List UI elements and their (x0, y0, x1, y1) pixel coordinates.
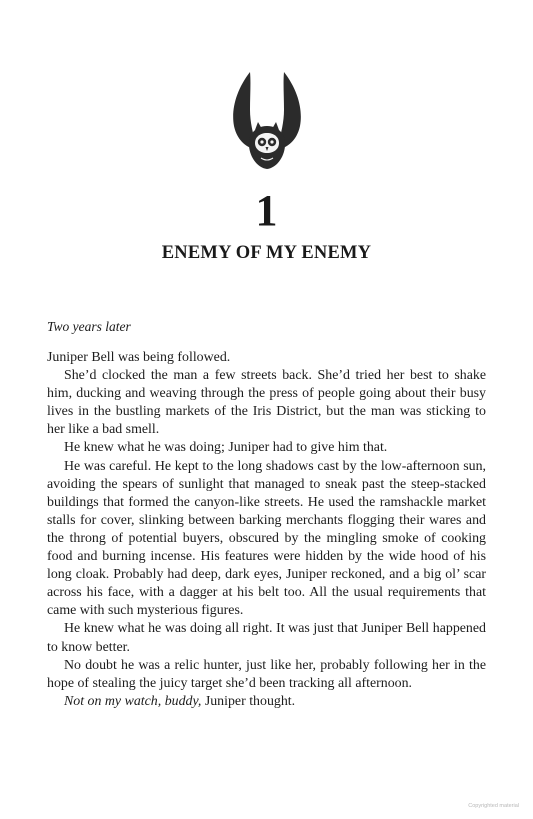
paragraph-text: No doubt he was a relic hunter, just like her, probably following her in the hope of stealing the juicy target she’d been tracking all afternoon. (47, 657, 486, 691)
paragraph-text: Juniper Bell was being followed. (47, 350, 231, 365)
epigraph: Two years later (47, 319, 131, 334)
italic-thought: Not on my watch, buddy, (64, 693, 202, 709)
paragraph (47, 620, 486, 656)
paragraph (47, 367, 486, 439)
paragraph (47, 349, 486, 367)
paragraph (47, 458, 486, 621)
paragraph-text: She’d clocked the man a few streets back. She’d tried her best to shake him, ducking and weaving through the press of people going about their busy lives in the bustling markets of the Iris District, but the man was sticking to her like a bad smell. (47, 368, 486, 438)
copyright-watermark: Copyrighted material (468, 803, 519, 809)
paragraph-text: He knew what he was doing; Juniper had to give him that. (64, 440, 388, 456)
chapter-number: 1 (255, 186, 278, 235)
paragraph (47, 439, 486, 457)
chapter-title: ENEMY OF MY ENEMY (161, 243, 372, 263)
body-text (47, 349, 486, 711)
paragraph-text: Juniper thought. (201, 693, 296, 709)
paragraph (47, 657, 486, 693)
paragraph-text: He was careful. He kept to the long shadows cast by the low-afternoon sun, avoiding the spears of sunlight that managed to sneak past the steep-stacked buildings that formed the canyon-like streets. He used the ramshackle market stalls for cover, slinking between barking merchants flogging their wares and the throng of potential buyers, obscured by the mingling smoke of cooking food and burning incense. His features were hidden by the wide hood of his long cloak. Probably had deep, dark eyes, Juniper reckoned, and a big ol’ scar across his face, with a dagger at his belt too. All the usual requirements that came with such mysterious figures. (47, 458, 486, 619)
paragraph (47, 693, 486, 711)
paragraph-text: He knew what he was doing all right. It was just that Juniper Bell happened to know better. (47, 621, 486, 655)
owl-emblem-icon (228, 70, 306, 170)
